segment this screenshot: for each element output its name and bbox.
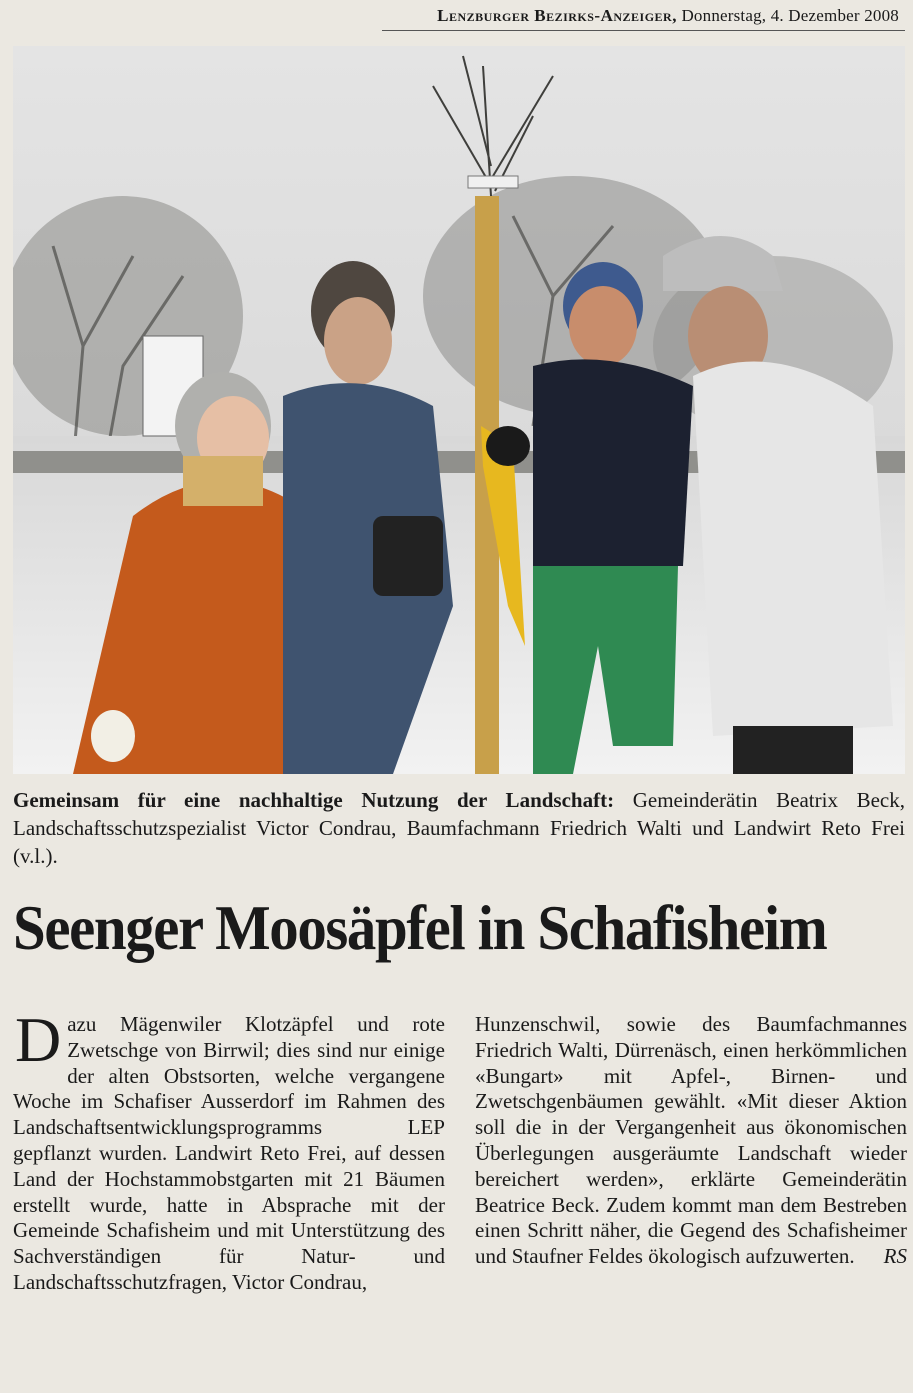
column-1-text: azu Mägenwiler Klotzäpfel und rote Zwetschge von Birrwil; dies sind nur einige der alten Obstsorten, welche vergangene Woche im Schafiser Ausserdorf im Rahmen des Landschaftsentwicklungsprogramms LEP gepflanzt wurden. Landwirt Reto Frei, auf dessen Land der Hochstammobstgarten mit 21 Bäumen erstellt wurde, hatte in Absprache mit der Gemeinde Schafisheim und mit Unterstützung des Sachverständigen für Natur- und Landschaftsschutzfragen, Victor Condrau, [13,1012,445,1294]
photo-caption [13,786,905,870]
author-signature: RS [883,1244,907,1269]
article-photo [13,46,905,774]
caption-lead: Gemeinsam für eine nachhaltige Nutzung der Landschaft: [13,788,615,812]
article-headline: Seenger Moosäpfel in Schafisheim [13,892,827,963]
article-column-1 [13,1004,445,1296]
article-column-2 [475,1012,907,1270]
drop-cap: D [15,1004,62,1075]
issue-date: Donnerstag, 4. Dezember 2008 [681,6,899,25]
column-2-text: Hunzenschwil, sowie des Baumfachmannes Friedrich Walti, Dürrenäsch, einen herkömmlichen «Bungart» mit Apfel-, Birnen- und Zwetschgenbäumen gewählt. «Mit dieser Aktion soll die in der Vergangenheit aus ökonomischen Überlegungen ausgeräumte Landschaft wieder bereichert werden», erklärte Gemeinderätin Beatrice Beck. Zudem kommt man dem Bestreben einen Schritt näher, die Gegend des Schafisheimer und Staufner Feldes ökologisch aufzuwerten. [475,1012,907,1269]
caption-text: Gemeinderätin Beatrix Beck, Landschaftsschutzspezialist Victor Condrau, Baumfachmann Friedrich Walti und Landwirt Reto Frei (v.l.). [13,788,905,868]
header-rule [382,30,905,31]
page-header [437,6,899,26]
newspaper-name: Lenzburger Bezirks-Anzeiger, [437,6,677,25]
